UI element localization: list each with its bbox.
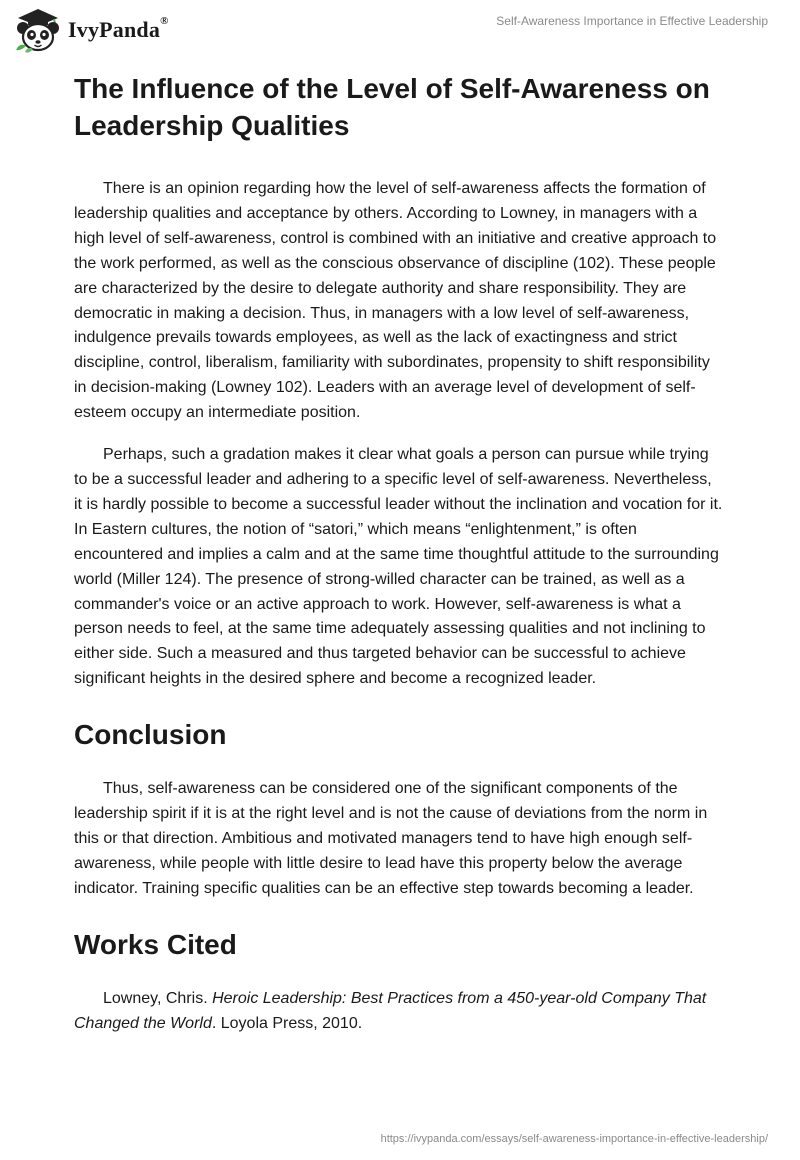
page-header xyxy=(0,0,800,60)
citation-author: Lowney, Chris. xyxy=(103,989,213,1007)
source-url-link[interactable]: https://ivypanda.com/essays/self-awareness-importance-in-effective-leadership/ xyxy=(380,1133,768,1145)
section-heading-influence: The Influence of the Level of Self-Awareness on Leadership Qualities xyxy=(74,73,710,141)
running-title: Self-Awareness Importance in Effective Leadership xyxy=(496,14,768,28)
citation-title: Heroic Leadership: Best Practices from a 450-year-old Company That Changed the World xyxy=(74,989,707,1032)
panda-mascot-icon xyxy=(12,6,64,54)
citation-publisher: . Loyola Press, 2010. xyxy=(211,1014,363,1032)
paragraph-2: Perhaps, such a gradation makes it clear what goals a person can pursue while trying to be a successful leader and adhering to a specific level of self-awareness. Nevertheless, it is hardly possible to become a successful leader without the inclination and vocation for it. In Eastern cultures, the notion of “satori,” which means “enlightenment,” is often encountered and implies a calm and at the same time thoughtful attitude to the surrounding world (Miller 124). The presence of strong-willed character can be trained, as well as a commander's voice or an active approach to work. However, self-awareness is what a person needs to feel, at the same time adequately assessing qualities and not inclining to either side. Such a measured and thus targeted behavior can be successful to achieve significant heights in the desired sphere and become a recognized leader. xyxy=(74,446,723,688)
section-heading-works-cited: Works Cited xyxy=(74,928,237,960)
section-heading-conclusion: Conclusion xyxy=(74,719,227,751)
paragraph-1: There is an opinion regarding how the level of self-awareness affects the formation of leadership qualities and acceptance by others. According to Lowney, in managers with a high level of self-awareness, control is combined with an initiative and creative approach to the work performed, as well as the conscious observance of discipline (102). These people are characterized by the desire to delegate authority and share responsibility. They are democratic in making a decision. Thus, in managers with a low level of self-awareness, indulgence prevails towards employees, as well as the lack of exactingness and strict discipline, control, liberalism, familiarity with subordinates, propensity to shift responsibility in decision-making (Lowney 102). Leaders with an average level of development of self-esteem occupy an intermediate position. xyxy=(74,180,717,422)
ivypanda-logo[interactable] xyxy=(12,6,169,54)
article-body xyxy=(74,70,724,1053)
paragraph-conclusion: Thus, self-awareness can be considered one of the significant components of the leadership spirit if it is at the right level and is not the cause of deviations from the norm in this or that direction. Ambitious and motivated managers tend to have high enough self-awareness, while people with little desire to lead have this property below the average indicator. Training specific qualities can be an effective step towards becoming a leader. xyxy=(74,780,708,897)
works-cited-entry xyxy=(74,987,724,1037)
brand-name: IvyPanda® xyxy=(68,15,169,42)
